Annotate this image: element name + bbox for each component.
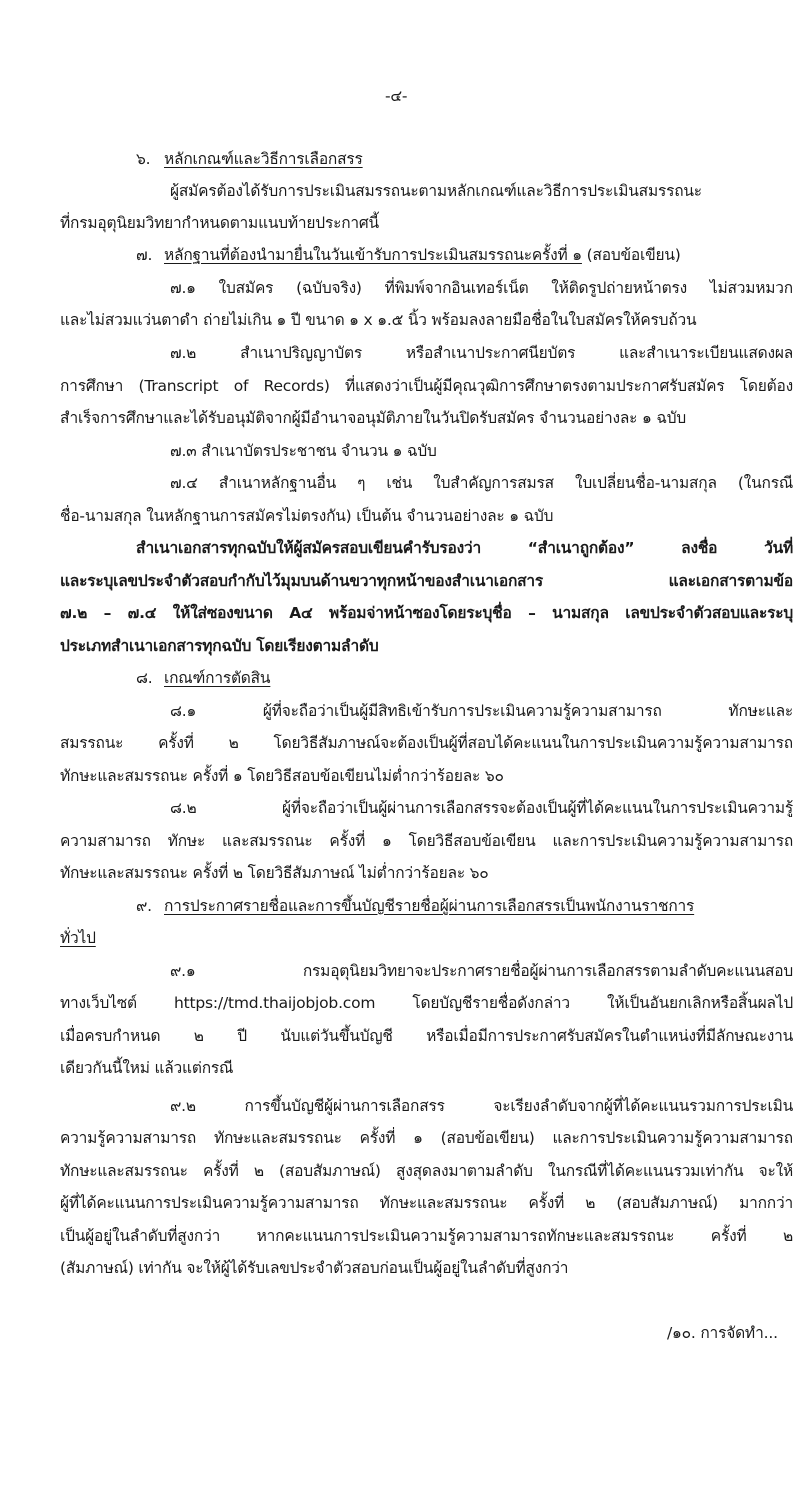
item-7-3-line: ๗.๓ สำเนาบัตรประชาชน จำนวน ๑ ฉบับ — [170, 442, 437, 460]
item-8-2-line: ทักษะและสมรรถนะ ครั้งที่ ๒ โดยวิธีสัมภาษณ์ ไม่ต่ำกว่าร้อยละ ๖๐ — [60, 864, 489, 882]
item-7-4-line: ชื่อ-นามสกุล ในหลักฐานการสมัครไม่ตรงกัน) เป็นต้น จำนวนอย่างละ ๑ ฉบับ — [60, 507, 554, 525]
item-9-2-line: ความรู้ความสามารถ ทักษะและสมรรถนะ ครั้งที่ ๑ (สอบข้อเขียน) และการประเมินความรู้ความสามารถ — [60, 1129, 793, 1147]
item-9-2-line: ผู้ที่ได้คะแนนการประเมินความรู้ความสามารถ ทักษะและสมรรถนะ ครั้งที่ ๒ (สอบสัมภาษณ์) มากกว่า — [60, 1194, 793, 1212]
item-7-1-line: และไม่สวมแว่นตาดำ ถ่ายไม่เกิน ๑ ปี ขนาด ๑ x ๑.๕ นิ้ว พร้อมลงลายมือชื่อในใบสมัครให้ครบถ้วน — [60, 311, 697, 329]
item-7-2-line: สำเร็จการศึกษาและได้รับอนุมัติจากผู้มีอำนาจอนุมัติภายในวันปิดรับสมัคร จำนวนอย่างละ ๑ ฉบับ — [60, 409, 687, 427]
item-9-2-line: เป็นผู้อยู่ในลำดับที่สูงกว่า หากคะแนนการประเมินความรู้ความสามารถทักษะและสมรรถนะ ครั้งที่ ๒ — [60, 1227, 793, 1245]
item-7-2-line: ๗.๒ สำเนาปริญญาบัตร หรือสำเนาประกาศนียบัตร และสำเนาระเบียนแสดงผล — [170, 344, 793, 362]
section-6-heading: หลักเกณฑ์และวิธีการเลือกสรร — [164, 150, 363, 168]
section-8-number: ๘. — [136, 669, 153, 687]
item-9-1-line: ทางเว็บไซต์ https://tmd.thaijobjob.com โดยบัญชีรายชื่อดังกล่าว ให้เป็นอันยกเลิกหรือสิ้นผลไป — [60, 994, 793, 1012]
item-7-4-line: ๗.๔ สำเนาหลักฐานอื่น ๆ เช่น ใบสำคัญการสมรส ใบเปลี่ยนชื่อ-นามสกุล (ในกรณี — [170, 474, 793, 492]
continuation-note: /๑๐. การจัดทำ... — [667, 1324, 778, 1342]
section-7-note-line: ประเภทสำเนาเอกสารทุกฉบับ โดยเรียงตามลำดับ — [60, 637, 379, 655]
section-9-heading: การประกาศรายชื่อและการขึ้นบัญชีรายชื่อผู้ผ่านการเลือกสรรเป็นพนักงานราชการ — [164, 897, 695, 915]
item-9-2-line: ทักษะและสมรรถนะ ครั้งที่ ๒ (สอบสัมภาษณ์) สูงสุดลงมาตามลำดับ ในกรณีที่ได้คะแนนรวมเท่ากัน จะให้ — [60, 1162, 793, 1180]
section-7-number: ๗. — [136, 246, 153, 264]
section-6-body-line: ผู้สมัครต้องได้รับการประเมินสมรรถนะตามหลักเกณฑ์และวิธีการประเมินสมรรถนะ — [170, 182, 702, 200]
section-7-heading-line — [164, 244, 681, 266]
item-8-2-line: ความสามารถ ทักษะ และสมรรถนะ ครั้งที่ ๑ โดยวิธีสอบข้อเขียน และการประเมินความรู้ความสามารถ — [60, 832, 793, 850]
section-7-note-line: และระบุเลขประจำตัวสอบกำกับไว้มุมบนด้านขวาทุกหน้าของสำเนาเอกสาร และเอกสารตามข้อ — [60, 572, 793, 590]
section-7-heading: หลักฐานที่ต้องนำมายื่นในวันเข้ารับการประเมินสมรรถนะครั้งที่ ๑ — [164, 246, 582, 264]
section-9-heading-cont: ทั่วไป — [60, 929, 96, 947]
section-6-body-line: ที่กรมอุตุนิยมวิทยากำหนดตามแนบท้ายประกาศนี้ — [60, 214, 379, 232]
section-7-heading-suffix: (สอบข้อเขียน) — [581, 246, 681, 264]
item-8-2-line: ๘.๒ ผู้ที่จะถือว่าเป็นผู้ผ่านการเลือกสรรจะต้องเป็นผู้ที่ได้คะแนนในการประเมินความรู้ — [170, 799, 793, 817]
section-6-number: ๖. — [136, 150, 151, 168]
item-8-1-line: ทักษะและสมรรถนะ ครั้งที่ ๑ โดยวิธีสอบข้อเขียนไม่ต่ำกว่าร้อยละ ๖๐ — [60, 767, 504, 785]
item-9-1-line: เดียวกันนี้ใหม่ แล้วแต่กรณี — [60, 1059, 234, 1077]
section-8-heading: เกณฑ์การตัดสิน — [164, 669, 271, 687]
item-7-2-line: การศึกษา (Transcript of Records) ที่แสดงว่าเป็นผู้มีคุณวุฒิการศึกษาตรงตามประกาศรับสมัคร โดยต้อง — [60, 377, 793, 395]
item-8-1-line: สมรรถนะ ครั้งที่ ๒ โดยวิธีสัมภาษณ์จะต้องเป็นผู้ที่สอบได้คะแนนในการประเมินความรู้ความสามารถ — [60, 734, 793, 752]
item-9-1-line: เมื่อครบกำหนด ๒ ปี นับแต่วันขึ้นบัญชี หรือเมื่อมีการประกาศรับสมัครในตำแหน่งที่มีลักษณะงาน — [60, 1027, 793, 1045]
item-9-1-line: ๙.๑ กรมอุตุนิยมวิทยาจะประกาศรายชื่อผู้ผ่านการเลือกสรรตามลำดับคะแนนสอบ — [170, 962, 793, 980]
item-8-1-line: ๘.๑ ผู้ที่จะถือว่าเป็นผู้มีสิทธิเข้ารับการประเมินความรู้ความสามารถ ทักษะและ — [170, 702, 793, 720]
item-9-2-line: (สัมภาษณ์) เท่ากัน จะให้ผู้ได้รับเลขประจำตัวสอบก่อนเป็นผู้อยู่ในลำดับที่สูงกว่า — [60, 1259, 569, 1277]
section-7-note-line: ๗.๒ – ๗.๔ ให้ใส่ซองขนาด A๔ พร้อมจ่าหน้าซองโดยระบุชื่อ – นามสกุล เลขประจำตัวสอบและระบุ — [60, 604, 793, 622]
page-number: -๔- — [385, 87, 408, 105]
section-7-note-line: สำเนาเอกสารทุกฉบับให้ผู้สมัครสอบเขียนคำรับรองว่า “สำเนาถูกต้อง” ลงชื่อ วันที่ — [136, 539, 793, 557]
item-7-1-line: ๗.๑ ใบสมัคร (ฉบับจริง) ที่พิมพ์จากอินเทอร์เน็ต ให้ติดรูปถ่ายหน้าตรง ไม่สวมหมวก — [170, 279, 793, 297]
section-9-number: ๙. — [136, 897, 152, 915]
item-9-2-line: ๙.๒ การขึ้นบัญชีผู้ผ่านการเลือกสรร จะเรียงลำดับจากผู้ที่ได้คะแนนรวมการประเมิน — [170, 1097, 793, 1115]
